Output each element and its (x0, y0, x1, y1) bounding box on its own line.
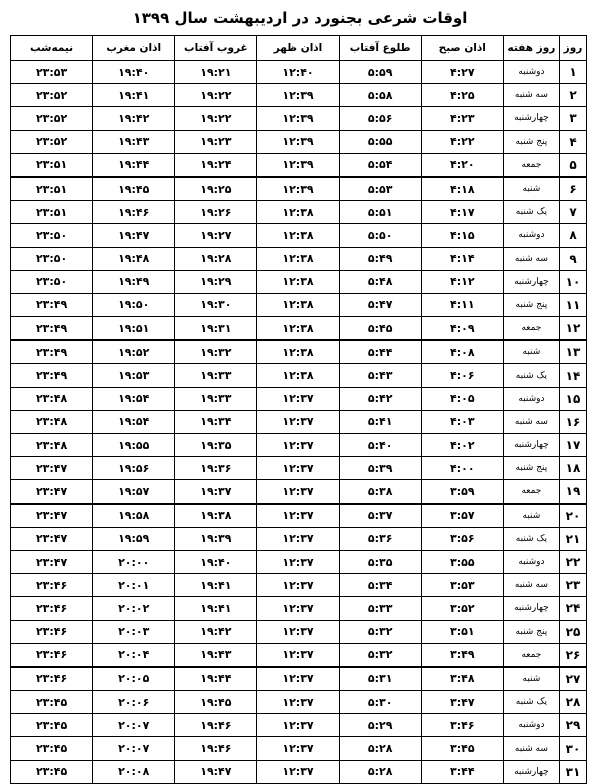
sunset-cell: ۱۹:۲۲ (175, 107, 257, 130)
dhuhr-cell: ۱۲:۳۷ (257, 691, 339, 714)
day-number-cell: ۱۲ (559, 317, 586, 341)
sunset-cell: ۱۹:۴۰ (175, 550, 257, 573)
midnight-cell: ۲۳:۵۲ (11, 107, 93, 130)
dhuhr-cell: ۱۲:۳۷ (257, 387, 339, 410)
weekday-cell: دوشنبه (503, 387, 559, 410)
day-number-cell: ۱ (559, 61, 586, 84)
dhuhr-cell: ۱۲:۳۹ (257, 177, 339, 201)
sunset-cell: ۱۹:۳۶ (175, 457, 257, 480)
weekday-cell: شنبه (503, 177, 559, 201)
midnight-cell: ۲۳:۴۵ (11, 760, 93, 783)
fajr-cell: ۳:۵۲ (421, 597, 503, 620)
header-midnight: نیمه‌شب (11, 36, 93, 61)
dhuhr-cell: ۱۲:۳۷ (257, 574, 339, 597)
sunrise-cell: ۵:۳۷ (339, 504, 421, 528)
midnight-cell: ۲۳:۵۲ (11, 84, 93, 107)
midnight-cell: ۲۳:۴۷ (11, 480, 93, 504)
sunrise-cell: ۵:۳۴ (339, 574, 421, 597)
fajr-cell: ۴:۱۲ (421, 270, 503, 293)
sunrise-cell: ۵:۳۰ (339, 691, 421, 714)
day-number-cell: ۷ (559, 201, 586, 224)
dhuhr-cell: ۱۲:۳۹ (257, 84, 339, 107)
maghrib-cell: ۱۹:۵۹ (93, 527, 175, 550)
dhuhr-cell: ۱۲:۳۷ (257, 504, 339, 528)
midnight-cell: ۲۳:۴۶ (11, 597, 93, 620)
sunset-cell: ۱۹:۴۱ (175, 597, 257, 620)
weekday-cell: جمعه (503, 643, 559, 667)
maghrib-cell: ۱۹:۵۴ (93, 410, 175, 433)
header-maghrib: اذان مغرب (93, 36, 175, 61)
table-row (11, 224, 587, 247)
fajr-cell: ۴:۲۳ (421, 107, 503, 130)
maghrib-cell: ۲۰:۰۵ (93, 667, 175, 691)
sunset-cell: ۱۹:۲۳ (175, 130, 257, 153)
weekday-cell: یک شنبه (503, 201, 559, 224)
maghrib-cell: ۱۹:۴۰ (93, 61, 175, 84)
midnight-cell: ۲۳:۴۶ (11, 643, 93, 667)
maghrib-cell: ۱۹:۵۰ (93, 293, 175, 316)
fajr-cell: ۳:۵۹ (421, 480, 503, 504)
sunrise-cell: ۵:۳۹ (339, 457, 421, 480)
midnight-cell: ۲۳:۵۲ (11, 130, 93, 153)
sunrise-cell: ۵:۳۳ (339, 597, 421, 620)
maghrib-cell: ۲۰:۰۲ (93, 597, 175, 620)
maghrib-cell: ۱۹:۵۱ (93, 317, 175, 341)
sunset-cell: ۱۹:۲۷ (175, 224, 257, 247)
maghrib-cell: ۱۹:۴۷ (93, 224, 175, 247)
fajr-cell: ۴:۲۰ (421, 153, 503, 177)
midnight-cell: ۲۳:۵۱ (11, 177, 93, 201)
weekday-cell: شنبه (503, 667, 559, 691)
dhuhr-cell: ۱۲:۳۷ (257, 737, 339, 760)
weekday-cell: چهارشنبه (503, 597, 559, 620)
weekday-cell: سه شنبه (503, 737, 559, 760)
sunrise-cell: ۵:۴۹ (339, 247, 421, 270)
maghrib-cell: ۱۹:۵۷ (93, 480, 175, 504)
dhuhr-cell: ۱۲:۳۷ (257, 643, 339, 667)
table-row (11, 270, 587, 293)
maghrib-cell: ۱۹:۵۲ (93, 340, 175, 364)
dhuhr-cell: ۱۲:۳۷ (257, 480, 339, 504)
weekday-cell: چهارشنبه (503, 434, 559, 457)
sunrise-cell: ۵:۲۸ (339, 737, 421, 760)
maghrib-cell: ۱۹:۵۶ (93, 457, 175, 480)
sunrise-cell: ۵:۳۲ (339, 643, 421, 667)
maghrib-cell: ۱۹:۵۳ (93, 364, 175, 387)
midnight-cell: ۲۳:۴۹ (11, 340, 93, 364)
dhuhr-cell: ۱۲:۳۸ (257, 340, 339, 364)
midnight-cell: ۲۳:۴۷ (11, 457, 93, 480)
header-weekday: روز هفته (503, 36, 559, 61)
page-title: اوقات شرعی بجنورد در اردیبهشت سال ۱۳۹۹ (132, 9, 468, 27)
table-row (11, 434, 587, 457)
sunrise-cell: ۵:۵۹ (339, 61, 421, 84)
day-number-cell: ۲۹ (559, 714, 586, 737)
maghrib-cell: ۱۹:۴۸ (93, 247, 175, 270)
sunset-cell: ۱۹:۳۳ (175, 364, 257, 387)
table-row (11, 364, 587, 387)
table-row (11, 293, 587, 316)
fajr-cell: ۴:۱۸ (421, 177, 503, 201)
sunset-cell: ۱۹:۲۴ (175, 153, 257, 177)
header-sunrise: طلوع آفتاب (339, 36, 421, 61)
fajr-cell: ۳:۴۵ (421, 737, 503, 760)
table-row (11, 130, 587, 153)
maghrib-cell: ۱۹:۴۲ (93, 107, 175, 130)
maghrib-cell: ۲۰:۰۸ (93, 760, 175, 783)
dhuhr-cell: ۱۲:۳۸ (257, 201, 339, 224)
dhuhr-cell: ۱۲:۳۹ (257, 153, 339, 177)
sunrise-cell: ۵:۴۵ (339, 317, 421, 341)
sunrise-cell: ۵:۵۵ (339, 130, 421, 153)
fajr-cell: ۴:۰۸ (421, 340, 503, 364)
dhuhr-cell: ۱۲:۳۷ (257, 550, 339, 573)
sunset-cell: ۱۹:۲۸ (175, 247, 257, 270)
maghrib-cell: ۱۹:۴۳ (93, 130, 175, 153)
sunrise-cell: ۵:۳۸ (339, 480, 421, 504)
sunrise-cell: ۵:۴۱ (339, 410, 421, 433)
weekday-cell: شنبه (503, 340, 559, 364)
weekday-cell: دوشنبه (503, 61, 559, 84)
sunset-cell: ۱۹:۴۲ (175, 620, 257, 643)
table-row (11, 387, 587, 410)
dhuhr-cell: ۱۲:۳۷ (257, 527, 339, 550)
weekday-cell: پنج شنبه (503, 457, 559, 480)
weekday-cell: دوشنبه (503, 224, 559, 247)
maghrib-cell: ۲۰:۰۱ (93, 574, 175, 597)
maghrib-cell: ۱۹:۴۴ (93, 153, 175, 177)
dhuhr-cell: ۱۲:۳۷ (257, 760, 339, 783)
maghrib-cell: ۱۹:۵۸ (93, 504, 175, 528)
sunrise-cell: ۵:۵۶ (339, 107, 421, 130)
dhuhr-cell: ۱۲:۳۸ (257, 270, 339, 293)
maghrib-cell: ۱۹:۴۱ (93, 84, 175, 107)
midnight-cell: ۲۳:۴۷ (11, 527, 93, 550)
sunset-cell: ۱۹:۲۵ (175, 177, 257, 201)
weekday-cell: سه شنبه (503, 410, 559, 433)
table-row (11, 714, 587, 737)
fajr-cell: ۴:۰۳ (421, 410, 503, 433)
sunrise-cell: ۵:۴۰ (339, 434, 421, 457)
sunrise-cell: ۵:۵۴ (339, 153, 421, 177)
sunset-cell: ۱۹:۴۶ (175, 737, 257, 760)
table-row (11, 247, 587, 270)
fajr-cell: ۴:۱۱ (421, 293, 503, 316)
weekday-cell: چهارشنبه (503, 107, 559, 130)
sunset-cell: ۱۹:۳۰ (175, 293, 257, 316)
prayer-times-table (10, 35, 587, 784)
sunrise-cell: ۵:۵۱ (339, 201, 421, 224)
table-row (11, 643, 587, 667)
fajr-cell: ۴:۰۵ (421, 387, 503, 410)
day-number-cell: ۱۳ (559, 340, 586, 364)
table-row (11, 760, 587, 783)
weekday-cell: چهارشنبه (503, 270, 559, 293)
fajr-cell: ۴:۰۲ (421, 434, 503, 457)
day-number-cell: ۲۳ (559, 574, 586, 597)
day-number-cell: ۲۱ (559, 527, 586, 550)
midnight-cell: ۲۳:۴۸ (11, 410, 93, 433)
sunset-cell: ۱۹:۳۷ (175, 480, 257, 504)
sunset-cell: ۱۹:۳۵ (175, 434, 257, 457)
weekday-cell: سه شنبه (503, 84, 559, 107)
sunset-cell: ۱۹:۳۱ (175, 317, 257, 341)
dhuhr-cell: ۱۲:۳۷ (257, 597, 339, 620)
sunrise-cell: ۵:۴۲ (339, 387, 421, 410)
midnight-cell: ۲۳:۴۹ (11, 364, 93, 387)
dhuhr-cell: ۱۲:۳۷ (257, 434, 339, 457)
table-row (11, 107, 587, 130)
header-fajr: اذان صبح (421, 36, 503, 61)
sunrise-cell: ۵:۵۳ (339, 177, 421, 201)
day-number-cell: ۳ (559, 107, 586, 130)
midnight-cell: ۲۳:۴۶ (11, 574, 93, 597)
maghrib-cell: ۲۰:۰۷ (93, 737, 175, 760)
dhuhr-cell: ۱۲:۳۸ (257, 247, 339, 270)
weekday-cell: یک شنبه (503, 364, 559, 387)
table-body (11, 61, 587, 784)
header-day: روز (559, 36, 586, 61)
fajr-cell: ۴:۰۶ (421, 364, 503, 387)
fajr-cell: ۴:۲۷ (421, 61, 503, 84)
fajr-cell: ۳:۵۷ (421, 504, 503, 528)
day-number-cell: ۲۵ (559, 620, 586, 643)
maghrib-cell: ۲۰:۰۳ (93, 620, 175, 643)
fajr-cell: ۳:۴۷ (421, 691, 503, 714)
sunrise-cell: ۵:۴۸ (339, 270, 421, 293)
sunset-cell: ۱۹:۲۹ (175, 270, 257, 293)
sunset-cell: ۱۹:۴۵ (175, 691, 257, 714)
sunrise-cell: ۵:۳۵ (339, 550, 421, 573)
header-dhuhr: اذان ظهر (257, 36, 339, 61)
midnight-cell: ۲۳:۴۷ (11, 550, 93, 573)
sunrise-cell: ۵:۳۱ (339, 667, 421, 691)
day-number-cell: ۲۷ (559, 667, 586, 691)
table-row (11, 667, 587, 691)
sunset-cell: ۱۹:۲۶ (175, 201, 257, 224)
maghrib-cell: ۱۹:۵۴ (93, 387, 175, 410)
sunrise-cell: ۵:۴۴ (339, 340, 421, 364)
fajr-cell: ۴:۲۵ (421, 84, 503, 107)
table-row (11, 504, 587, 528)
weekday-cell: یک شنبه (503, 691, 559, 714)
midnight-cell: ۲۳:۴۹ (11, 317, 93, 341)
day-number-cell: ۱۷ (559, 434, 586, 457)
dhuhr-cell: ۱۲:۳۸ (257, 364, 339, 387)
table-row (11, 340, 587, 364)
sunset-cell: ۱۹:۴۷ (175, 760, 257, 783)
table-row (11, 410, 587, 433)
weekday-cell: جمعه (503, 153, 559, 177)
dhuhr-cell: ۱۲:۳۹ (257, 107, 339, 130)
day-number-cell: ۲۲ (559, 550, 586, 573)
sunset-cell: ۱۹:۳۳ (175, 387, 257, 410)
midnight-cell: ۲۳:۵۰ (11, 247, 93, 270)
dhuhr-cell: ۱۲:۳۸ (257, 293, 339, 316)
fajr-cell: ۳:۵۵ (421, 550, 503, 573)
sunset-cell: ۱۹:۴۱ (175, 574, 257, 597)
midnight-cell: ۲۳:۵۰ (11, 270, 93, 293)
day-number-cell: ۱۴ (559, 364, 586, 387)
midnight-cell: ۲۳:۴۸ (11, 387, 93, 410)
fajr-cell: ۳:۴۴ (421, 760, 503, 783)
maghrib-cell: ۲۰:۰۷ (93, 714, 175, 737)
fajr-cell: ۴:۱۷ (421, 201, 503, 224)
day-number-cell: ۲۰ (559, 504, 586, 528)
weekday-cell: جمعه (503, 317, 559, 341)
weekday-cell: چهارشنبه (503, 760, 559, 783)
table-row (11, 61, 587, 84)
fajr-cell: ۳:۵۶ (421, 527, 503, 550)
day-number-cell: ۲۴ (559, 597, 586, 620)
day-number-cell: ۶ (559, 177, 586, 201)
table-row (11, 177, 587, 201)
weekday-cell: سه شنبه (503, 247, 559, 270)
weekday-cell: یک شنبه (503, 527, 559, 550)
maghrib-cell: ۲۰:۰۰ (93, 550, 175, 573)
day-number-cell: ۲ (559, 84, 586, 107)
maghrib-cell: ۱۹:۴۶ (93, 201, 175, 224)
fajr-cell: ۳:۴۸ (421, 667, 503, 691)
table-row (11, 317, 587, 341)
weekday-cell: دوشنبه (503, 550, 559, 573)
sunset-cell: ۱۹:۴۶ (175, 714, 257, 737)
maghrib-cell: ۲۰:۰۴ (93, 643, 175, 667)
day-number-cell: ۲۶ (559, 643, 586, 667)
sunset-cell: ۱۹:۲۲ (175, 84, 257, 107)
weekday-cell: پنج شنبه (503, 130, 559, 153)
header-sunset: غروب آفتاب (175, 36, 257, 61)
day-number-cell: ۵ (559, 153, 586, 177)
dhuhr-cell: ۱۲:۳۹ (257, 130, 339, 153)
weekday-cell: سه شنبه (503, 574, 559, 597)
midnight-cell: ۲۳:۴۶ (11, 620, 93, 643)
table-row (11, 691, 587, 714)
midnight-cell: ۲۳:۴۸ (11, 434, 93, 457)
maghrib-cell: ۱۹:۴۹ (93, 270, 175, 293)
dhuhr-cell: ۱۲:۳۷ (257, 714, 339, 737)
day-number-cell: ۱۶ (559, 410, 586, 433)
fajr-cell: ۴:۱۵ (421, 224, 503, 247)
midnight-cell: ۲۳:۴۵ (11, 737, 93, 760)
fajr-cell: ۳:۴۹ (421, 643, 503, 667)
sunset-cell: ۱۹:۲۱ (175, 61, 257, 84)
dhuhr-cell: ۱۲:۳۷ (257, 410, 339, 433)
table-row (11, 480, 587, 504)
sunrise-cell: ۵:۴۳ (339, 364, 421, 387)
dhuhr-cell: ۱۲:۳۸ (257, 224, 339, 247)
day-number-cell: ۱۵ (559, 387, 586, 410)
table-row (11, 597, 587, 620)
dhuhr-cell: ۱۲:۳۷ (257, 620, 339, 643)
midnight-cell: ۲۳:۵۰ (11, 224, 93, 247)
midnight-cell: ۲۳:۵۳ (11, 61, 93, 84)
sunset-cell: ۱۹:۳۸ (175, 504, 257, 528)
table-row (11, 527, 587, 550)
midnight-cell: ۲۳:۴۶ (11, 667, 93, 691)
day-number-cell: ۱۰ (559, 270, 586, 293)
maghrib-cell: ۱۹:۴۵ (93, 177, 175, 201)
day-number-cell: ۳۰ (559, 737, 586, 760)
sunset-cell: ۱۹:۳۹ (175, 527, 257, 550)
fajr-cell: ۴:۰۹ (421, 317, 503, 341)
dhuhr-cell: ۱۲:۴۰ (257, 61, 339, 84)
fajr-cell: ۴:۲۲ (421, 130, 503, 153)
midnight-cell: ۲۳:۴۵ (11, 691, 93, 714)
sunset-cell: ۱۹:۴۴ (175, 667, 257, 691)
weekday-cell: جمعه (503, 480, 559, 504)
day-number-cell: ۱۹ (559, 480, 586, 504)
table-row (11, 84, 587, 107)
sunset-cell: ۱۹:۴۳ (175, 643, 257, 667)
table-row (11, 457, 587, 480)
midnight-cell: ۲۳:۵۱ (11, 153, 93, 177)
midnight-cell: ۲۳:۴۹ (11, 293, 93, 316)
fajr-cell: ۴:۱۴ (421, 247, 503, 270)
day-number-cell: ۱۸ (559, 457, 586, 480)
dhuhr-cell: ۱۲:۳۷ (257, 457, 339, 480)
sunrise-cell: ۵:۵۰ (339, 224, 421, 247)
sunrise-cell: ۵:۲۸ (339, 760, 421, 783)
day-number-cell: ۳۱ (559, 760, 586, 783)
dhuhr-cell: ۱۲:۳۸ (257, 317, 339, 341)
day-number-cell: ۴ (559, 130, 586, 153)
weekday-cell: پنج شنبه (503, 620, 559, 643)
weekday-cell: دوشنبه (503, 714, 559, 737)
table-row (11, 550, 587, 573)
fajr-cell: ۳:۵۳ (421, 574, 503, 597)
day-number-cell: ۹ (559, 247, 586, 270)
weekday-cell: شنبه (503, 504, 559, 528)
maghrib-cell: ۲۰:۰۶ (93, 691, 175, 714)
midnight-cell: ۲۳:۴۵ (11, 714, 93, 737)
weekday-cell: پنج شنبه (503, 293, 559, 316)
sunrise-cell: ۵:۳۶ (339, 527, 421, 550)
table-row (11, 574, 587, 597)
fajr-cell: ۳:۵۱ (421, 620, 503, 643)
dhuhr-cell: ۱۲:۳۷ (257, 667, 339, 691)
sunrise-cell: ۵:۳۲ (339, 620, 421, 643)
table-header-row (11, 36, 587, 61)
sunrise-cell: ۵:۴۷ (339, 293, 421, 316)
maghrib-cell: ۱۹:۵۵ (93, 434, 175, 457)
sunset-cell: ۱۹:۳۴ (175, 410, 257, 433)
sunrise-cell: ۵:۲۹ (339, 714, 421, 737)
table-row (11, 201, 587, 224)
day-number-cell: ۸ (559, 224, 586, 247)
fajr-cell: ۳:۴۶ (421, 714, 503, 737)
table-row (11, 620, 587, 643)
midnight-cell: ۲۳:۵۱ (11, 201, 93, 224)
sunrise-cell: ۵:۵۸ (339, 84, 421, 107)
day-number-cell: ۱۱ (559, 293, 586, 316)
day-number-cell: ۲۸ (559, 691, 586, 714)
midnight-cell: ۲۳:۴۷ (11, 504, 93, 528)
fajr-cell: ۴:۰۰ (421, 457, 503, 480)
table-row (11, 153, 587, 177)
sunset-cell: ۱۹:۳۲ (175, 340, 257, 364)
